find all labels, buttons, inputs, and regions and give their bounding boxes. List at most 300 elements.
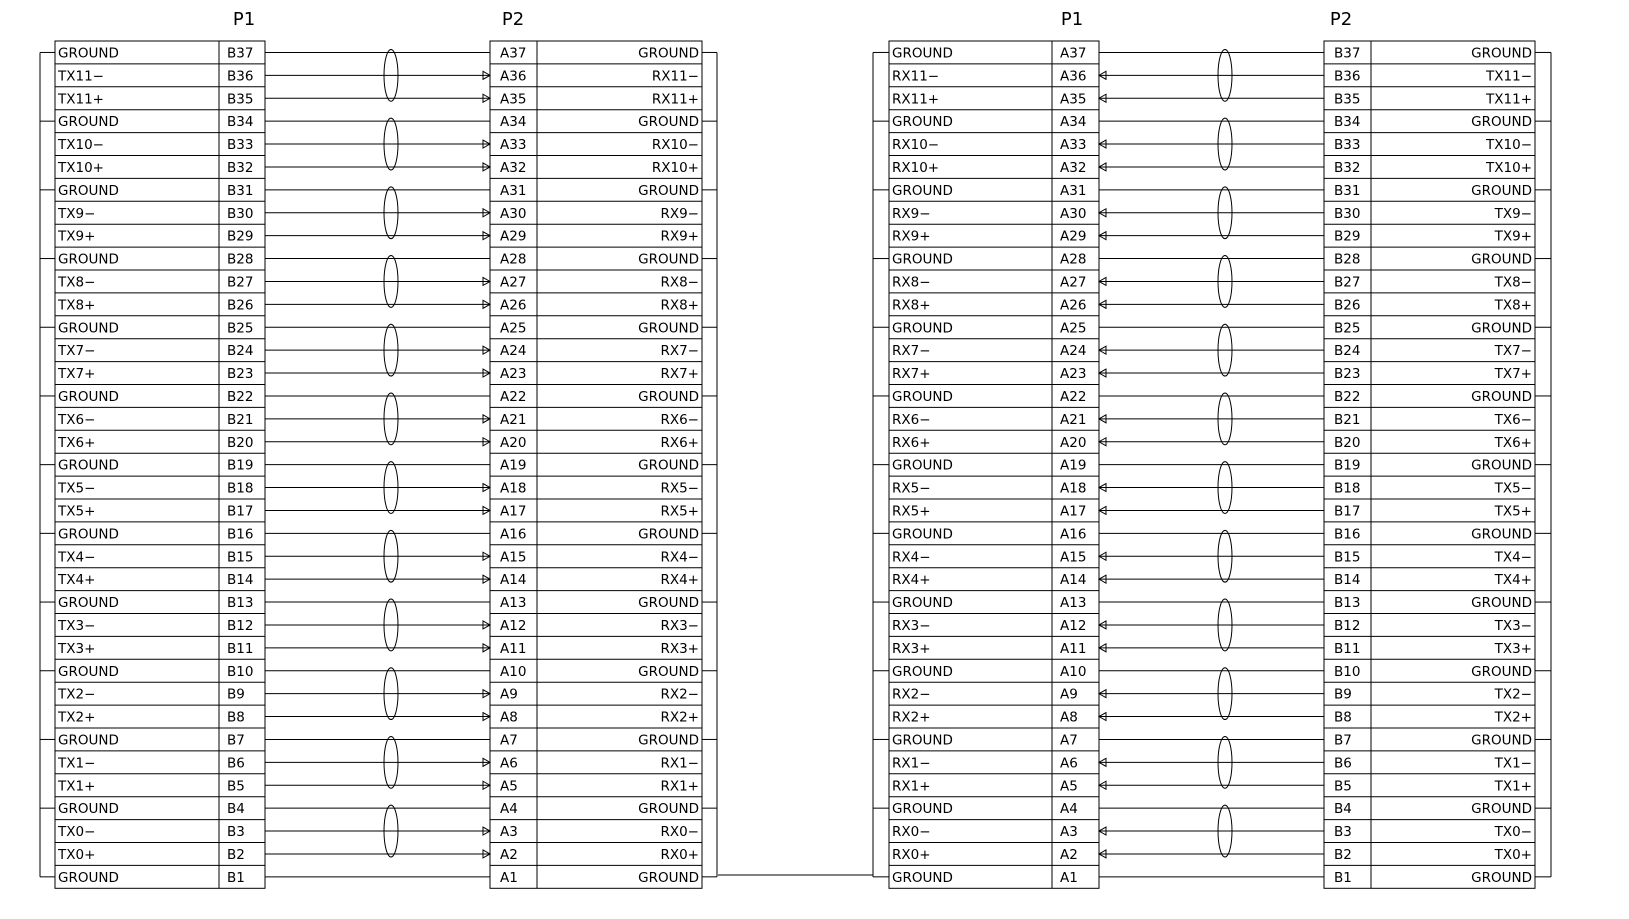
p1-signal-name: GROUND	[58, 732, 119, 749]
p1-pin-number: A28	[1060, 251, 1087, 268]
p1-pin-number: B4	[227, 801, 245, 818]
p2-signal-name: GROUND	[1471, 869, 1532, 886]
p2-pin-number: B9	[1334, 686, 1352, 703]
p2-pin-number: B1	[1334, 869, 1352, 886]
p1-pin-number: B28	[227, 251, 254, 268]
p1-pin-number: A8	[1060, 709, 1078, 726]
p2-pin-number: A30	[500, 205, 527, 222]
p1-pin-number: A13	[1060, 595, 1087, 612]
p1-signal-name: RX9−	[892, 205, 931, 222]
p1-signal-name: RX7−	[892, 343, 931, 360]
p1-signal-name: GROUND	[58, 595, 119, 612]
p1-signal-name: RX10+	[892, 159, 940, 176]
p1-pin-number: A35	[1060, 91, 1087, 108]
p1-signal-name: TX10+	[58, 159, 104, 176]
p2-signal-name: RX4+	[660, 572, 699, 589]
p1-signal-name: GROUND	[892, 595, 953, 612]
p1-pin-number: A7	[1060, 732, 1078, 749]
p1-signal-name: GROUND	[892, 388, 953, 405]
p2-signal-name: GROUND	[1471, 251, 1532, 268]
p1-pin-number: B19	[227, 457, 254, 474]
p1-signal-name: GROUND	[58, 388, 119, 405]
p2-pin-number: B24	[1334, 343, 1361, 360]
p2-pin-number: B14	[1334, 572, 1361, 589]
p1-pin-number: B5	[227, 778, 245, 795]
p1-signal-name: TX7+	[58, 366, 96, 383]
p2-signal-name: RX7+	[660, 366, 699, 383]
p1-pin-number: A10	[1060, 663, 1087, 680]
p1-signal-name: TX6+	[58, 434, 96, 451]
p1-signal-name: TX7−	[58, 343, 96, 360]
p2-pin-number: A22	[500, 388, 527, 405]
p2-pin-number: B34	[1334, 114, 1361, 131]
p2-signal-name: TX7+	[1494, 366, 1532, 383]
p2-signal-name: TX4+	[1494, 572, 1532, 589]
p2-pin-number: A17	[500, 503, 527, 520]
p1-pin-number: A12	[1060, 617, 1087, 634]
p1-pin-number: A9	[1060, 686, 1078, 703]
p2-pin-number: B28	[1334, 251, 1361, 268]
p1-pin-number: A24	[1060, 343, 1087, 360]
p2-pin-number: A16	[500, 526, 527, 543]
p2-signal-name: GROUND	[638, 114, 699, 131]
p1-pin-number: B11	[227, 640, 254, 657]
p2-signal-name: GROUND	[638, 457, 699, 474]
p2-pin-number: B2	[1334, 846, 1352, 863]
p1-signal-name: TX3+	[58, 640, 96, 657]
p2-signal-name: TX0−	[1494, 824, 1532, 841]
p2-signal-name: RX3+	[660, 640, 699, 657]
p1-pin-number: A15	[1060, 549, 1087, 566]
p1-pin-number: A21	[1060, 411, 1087, 428]
p1-signal-name: GROUND	[58, 526, 119, 543]
p2-signal-name: RX3−	[660, 617, 699, 634]
p2-signal-name: TX9−	[1494, 205, 1532, 222]
p1-signal-name: GROUND	[58, 801, 119, 818]
p1-pin-number: B32	[227, 159, 254, 176]
p2-pin-number: A13	[500, 595, 527, 612]
p1-pin-number: A37	[1060, 45, 1087, 62]
p1-signal-name: RX5+	[892, 503, 931, 520]
p2-signal-name: RX8−	[660, 274, 699, 291]
p1-signal-name: RX3+	[892, 640, 931, 657]
p1-pin-number: B1	[227, 869, 245, 886]
p2-pin-number: B27	[1334, 274, 1361, 291]
p1-pin-number: B7	[227, 732, 245, 749]
p2-signal-name: GROUND	[638, 320, 699, 337]
p2-pin-number: B35	[1334, 91, 1361, 108]
p1-signal-name: RX11−	[892, 68, 940, 85]
p1-signal-name: TX4−	[58, 549, 96, 566]
p2-pin-number: B15	[1334, 549, 1361, 566]
p2-signal-name: GROUND	[1471, 45, 1532, 62]
p2-pin-number: B3	[1334, 824, 1352, 841]
p2-signal-name: RX10−	[651, 137, 699, 154]
p2-signal-name: RX1+	[660, 778, 699, 795]
p1-signal-name: GROUND	[58, 114, 119, 131]
p2-pin-number: A31	[500, 182, 527, 199]
p1-signal-name: GROUND	[892, 320, 953, 337]
p1-signal-name: GROUND	[892, 45, 953, 62]
p2-signal-name: TX4−	[1494, 549, 1532, 566]
p1-signal-name: RX11+	[892, 91, 940, 108]
p1-pin-number: A4	[1060, 801, 1078, 818]
p2-signal-name: TX7−	[1494, 343, 1532, 360]
p2-signal-name: RX8+	[660, 297, 699, 314]
p1-pin-number: A5	[1060, 778, 1078, 795]
p2-pin-number: B23	[1334, 366, 1361, 383]
p1-pin-number: B34	[227, 114, 254, 131]
p1-pin-number: B10	[227, 663, 254, 680]
p2-pin-number: A2	[500, 846, 518, 863]
p1-pin-number: A20	[1060, 434, 1087, 451]
p2-signal-name: TX3+	[1494, 640, 1532, 657]
cable-left	[40, 9, 717, 888]
connector-p2-label: P2	[501, 9, 525, 30]
p2-pin-number: B31	[1334, 182, 1361, 199]
p2-pin-number: B11	[1334, 640, 1361, 657]
p1-signal-name: GROUND	[58, 182, 119, 199]
p2-signal-name: GROUND	[1471, 663, 1532, 680]
p2-signal-name: TX9+	[1494, 228, 1532, 245]
p2-signal-name: RX2−	[660, 686, 699, 703]
p1-pin-number: B21	[227, 411, 254, 428]
p2-pin-number: A5	[500, 778, 518, 795]
p1-signal-name: RX4−	[892, 549, 931, 566]
p2-signal-name: GROUND	[638, 732, 699, 749]
p2-signal-name: TX2−	[1494, 686, 1532, 703]
p2-pin-number: A26	[500, 297, 527, 314]
p1-signal-name: TX8−	[58, 274, 96, 291]
p2-signal-name: RX6+	[660, 434, 699, 451]
p1-pin-number: B18	[227, 480, 254, 497]
p1-pin-number: B33	[227, 137, 254, 154]
p1-pin-number: B8	[227, 709, 245, 726]
p1-signal-name: RX4+	[892, 572, 931, 589]
p1-pin-number: B29	[227, 228, 254, 245]
p2-pin-number: B10	[1334, 663, 1361, 680]
p1-signal-name: RX6+	[892, 434, 931, 451]
p1-signal-name: RX5−	[892, 480, 931, 497]
p2-pin-number: A28	[500, 251, 527, 268]
p1-pin-number: B14	[227, 572, 254, 589]
p1-pin-number: B35	[227, 91, 254, 108]
p2-signal-name: RX2+	[660, 709, 699, 726]
p2-signal-name: RX11+	[651, 91, 699, 108]
p1-pin-number: B31	[227, 182, 254, 199]
p2-signal-name: GROUND	[638, 388, 699, 405]
p1-signal-name: TX9−	[58, 205, 96, 222]
p1-signal-name: GROUND	[892, 457, 953, 474]
p1-pin-number: A36	[1060, 68, 1087, 85]
p1-signal-name: RX7+	[892, 366, 931, 383]
p2-signal-name: TX10−	[1486, 137, 1532, 154]
p1-signal-name: RX0−	[892, 824, 931, 841]
p1-pin-number: A25	[1060, 320, 1087, 337]
p1-signal-name: RX2+	[892, 709, 931, 726]
p2-signal-name: RX4−	[660, 549, 699, 566]
connector-p1-label: P1	[1060, 9, 1084, 30]
p1-pin-number: A27	[1060, 274, 1087, 291]
p2-pin-number: A12	[500, 617, 527, 634]
p2-pin-number: B8	[1334, 709, 1352, 726]
p2-pin-number: A23	[500, 366, 527, 383]
p2-signal-name: GROUND	[1471, 182, 1532, 199]
p2-pin-number: A25	[500, 320, 527, 337]
p2-pin-number: A37	[500, 45, 527, 62]
p1-signal-name: GROUND	[58, 45, 119, 62]
p1-signal-name: RX9+	[892, 228, 931, 245]
p1-pin-number: A14	[1060, 572, 1087, 589]
p1-signal-name: RX0+	[892, 846, 931, 863]
p1-signal-name: RX3−	[892, 617, 931, 634]
p1-pin-number: A18	[1060, 480, 1087, 497]
p2-signal-name: TX8−	[1494, 274, 1532, 291]
p2-signal-name: RX6−	[660, 411, 699, 428]
p2-signal-name: RX5+	[660, 503, 699, 520]
p1-pin-number: A2	[1060, 846, 1078, 863]
cable-right	[873, 9, 1551, 888]
p1-signal-name: TX2−	[58, 686, 96, 703]
p1-pin-number: A16	[1060, 526, 1087, 543]
p2-pin-number: B20	[1334, 434, 1361, 451]
p2-signal-name: RX9−	[660, 205, 699, 222]
p2-pin-number: B37	[1334, 45, 1361, 62]
p1-signal-name: GROUND	[892, 801, 953, 818]
p1-pin-number: B16	[227, 526, 254, 543]
p2-pin-number: B19	[1334, 457, 1361, 474]
p2-pin-number: B16	[1334, 526, 1361, 543]
p1-pin-number: B23	[227, 366, 254, 383]
p2-pin-number: A1	[500, 869, 518, 886]
p2-pin-number: A35	[500, 91, 527, 108]
p2-signal-name: GROUND	[1471, 320, 1532, 337]
p2-pin-number: A20	[500, 434, 527, 451]
p2-pin-number: A29	[500, 228, 527, 245]
p2-pin-number: A18	[500, 480, 527, 497]
p2-signal-name: GROUND	[638, 45, 699, 62]
p1-signal-name: RX1+	[892, 778, 931, 795]
p2-pin-number: A7	[500, 732, 518, 749]
p1-pin-number: B2	[227, 846, 245, 863]
p1-signal-name: GROUND	[892, 732, 953, 749]
p2-signal-name: RX9+	[660, 228, 699, 245]
p2-signal-name: GROUND	[1471, 595, 1532, 612]
p1-signal-name: GROUND	[892, 251, 953, 268]
p1-signal-name: RX2−	[892, 686, 931, 703]
p2-pin-number: A32	[500, 159, 527, 176]
p2-signal-name: GROUND	[638, 251, 699, 268]
p2-signal-name: GROUND	[1471, 114, 1532, 131]
p1-signal-name: TX5+	[58, 503, 96, 520]
p2-pin-number: B32	[1334, 159, 1361, 176]
p2-pin-number: A36	[500, 68, 527, 85]
p1-signal-name: GROUND	[58, 320, 119, 337]
p2-signal-name: TX1−	[1494, 755, 1532, 772]
p1-signal-name: RX6−	[892, 411, 931, 428]
p2-pin-number: A34	[500, 114, 527, 131]
p1-pin-number: A32	[1060, 159, 1087, 176]
p1-signal-name: GROUND	[58, 869, 119, 886]
p2-signal-name: GROUND	[1471, 732, 1532, 749]
p1-signal-name: TX5−	[58, 480, 96, 497]
p2-pin-number: B26	[1334, 297, 1361, 314]
p1-pin-number: B30	[227, 205, 254, 222]
p2-signal-name: TX11+	[1486, 91, 1532, 108]
p1-pin-number: B27	[227, 274, 254, 291]
p1-signal-name: RX10−	[892, 137, 940, 154]
p2-pin-number: A3	[500, 824, 518, 841]
p2-signal-name: GROUND	[638, 595, 699, 612]
p2-pin-number: B33	[1334, 137, 1361, 154]
p2-signal-name: TX8+	[1494, 297, 1532, 314]
p2-pin-number: A8	[500, 709, 518, 726]
p2-pin-number: A4	[500, 801, 518, 818]
p2-signal-name: TX6−	[1494, 411, 1532, 428]
p2-signal-name: TX3−	[1494, 617, 1532, 634]
p1-pin-number: A1	[1060, 869, 1078, 886]
p1-signal-name: GROUND	[892, 114, 953, 131]
p2-pin-number: B18	[1334, 480, 1361, 497]
p1-pin-number: B24	[227, 343, 254, 360]
p1-pin-number: A30	[1060, 205, 1087, 222]
p2-pin-number: A14	[500, 572, 527, 589]
p2-pin-number: B25	[1334, 320, 1361, 337]
p2-signal-name: TX6+	[1494, 434, 1532, 451]
p2-signal-name: TX5−	[1494, 480, 1532, 497]
p1-signal-name: TX4+	[58, 572, 96, 589]
p2-pin-number: A33	[500, 137, 527, 154]
p1-pin-number: B17	[227, 503, 254, 520]
p1-signal-name: TX1−	[58, 755, 96, 772]
p1-pin-number: A3	[1060, 824, 1078, 841]
p1-pin-number: B20	[227, 434, 254, 451]
p2-signal-name: GROUND	[638, 869, 699, 886]
p1-signal-name: TX0+	[58, 846, 96, 863]
p1-signal-name: GROUND	[892, 526, 953, 543]
p1-signal-name: TX11−	[58, 68, 104, 85]
p2-pin-number: A24	[500, 343, 527, 360]
p2-signal-name: GROUND	[1471, 526, 1532, 543]
p2-pin-number: A11	[500, 640, 527, 657]
p2-signal-name: RX5−	[660, 480, 699, 497]
p1-signal-name: GROUND	[892, 182, 953, 199]
p2-pin-number: B13	[1334, 595, 1361, 612]
p2-pin-number: A6	[500, 755, 518, 772]
p2-signal-name: GROUND	[1471, 388, 1532, 405]
p1-pin-number: B26	[227, 297, 254, 314]
p1-signal-name: GROUND	[892, 663, 953, 680]
p1-pin-number: B36	[227, 68, 254, 85]
p2-pin-number: B6	[1334, 755, 1352, 772]
p1-pin-number: A17	[1060, 503, 1087, 520]
p2-signal-name: RX0+	[660, 846, 699, 863]
p1-pin-number: A26	[1060, 297, 1087, 314]
p1-pin-number: B12	[227, 617, 254, 634]
p2-pin-number: A21	[500, 411, 527, 428]
p1-pin-number: B25	[227, 320, 254, 337]
p2-pin-number: B30	[1334, 205, 1361, 222]
p1-signal-name: GROUND	[892, 869, 953, 886]
p1-signal-name: TX10−	[58, 137, 104, 154]
p1-signal-name: GROUND	[58, 663, 119, 680]
p1-pin-number: B22	[227, 388, 254, 405]
p2-pin-number: A19	[500, 457, 527, 474]
p1-signal-name: TX3−	[58, 617, 96, 634]
p1-signal-name: RX1−	[892, 755, 931, 772]
p1-signal-name: RX8+	[892, 297, 931, 314]
p2-signal-name: RX10+	[651, 159, 699, 176]
p2-pin-number: B29	[1334, 228, 1361, 245]
p1-pin-number: B9	[227, 686, 245, 703]
p2-pin-number: B7	[1334, 732, 1352, 749]
p2-pin-number: B36	[1334, 68, 1361, 85]
p1-signal-name: RX8−	[892, 274, 931, 291]
p2-signal-name: TX10+	[1486, 159, 1532, 176]
p1-pin-number: B6	[227, 755, 245, 772]
p2-pin-number: A15	[500, 549, 527, 566]
p1-pin-number: A19	[1060, 457, 1087, 474]
p1-pin-number: A23	[1060, 366, 1087, 383]
p2-signal-name: GROUND	[638, 801, 699, 818]
p1-pin-number: A29	[1060, 228, 1087, 245]
p2-signal-name: TX5+	[1494, 503, 1532, 520]
p1-signal-name: TX2+	[58, 709, 96, 726]
p2-pin-number: B21	[1334, 411, 1361, 428]
p2-signal-name: RX1−	[660, 755, 699, 772]
p1-signal-name: TX6−	[58, 411, 96, 428]
p2-signal-name: GROUND	[638, 526, 699, 543]
p2-signal-name: TX11−	[1486, 68, 1532, 85]
p1-pin-number: B3	[227, 824, 245, 841]
p1-signal-name: GROUND	[58, 251, 119, 268]
p2-signal-name: TX1+	[1494, 778, 1532, 795]
p2-signal-name: GROUND	[638, 182, 699, 199]
p2-pin-number: B17	[1334, 503, 1361, 520]
p2-pin-number: B12	[1334, 617, 1361, 634]
p2-signal-name: RX0−	[660, 824, 699, 841]
p2-pin-number: B5	[1334, 778, 1352, 795]
p2-signal-name: GROUND	[1471, 457, 1532, 474]
p2-pin-number: A27	[500, 274, 527, 291]
p1-pin-number: A6	[1060, 755, 1078, 772]
p2-pin-number: B4	[1334, 801, 1352, 818]
p1-pin-number: B15	[227, 549, 254, 566]
p1-pin-number: A34	[1060, 114, 1087, 131]
connector-p1-label: P1	[232, 9, 256, 30]
p1-signal-name: TX9+	[58, 228, 96, 245]
p1-signal-name: TX8+	[58, 297, 96, 314]
p1-signal-name: TX11+	[58, 91, 104, 108]
p2-pin-number: A9	[500, 686, 518, 703]
p2-signal-name: RX11−	[651, 68, 699, 85]
p1-signal-name: TX0−	[58, 824, 96, 841]
p2-signal-name: TX2+	[1494, 709, 1532, 726]
p2-pin-number: A10	[500, 663, 527, 680]
p1-pin-number: B13	[227, 595, 254, 612]
p1-pin-number: A33	[1060, 137, 1087, 154]
p1-pin-number: A31	[1060, 182, 1087, 199]
p2-signal-name: GROUND	[1471, 801, 1532, 818]
p1-signal-name: GROUND	[58, 457, 119, 474]
p2-signal-name: GROUND	[638, 663, 699, 680]
p1-pin-number: A22	[1060, 388, 1087, 405]
p1-pin-number: B37	[227, 45, 254, 62]
p2-signal-name: RX7−	[660, 343, 699, 360]
p2-pin-number: B22	[1334, 388, 1361, 405]
connector-p2-label: P2	[1329, 9, 1353, 30]
p1-pin-number: A11	[1060, 640, 1087, 657]
